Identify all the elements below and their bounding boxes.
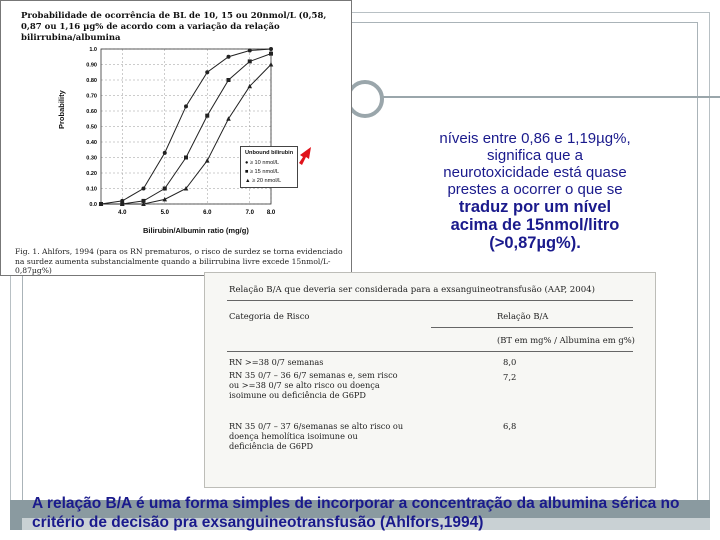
table-rule <box>227 351 633 352</box>
chart-x-tick-label: 6.0 <box>203 210 212 216</box>
legend-item-label: ≥ 15 nmol/L <box>249 169 280 175</box>
chart-y-tick-label: 0.20 <box>86 171 97 177</box>
data-point <box>184 104 188 108</box>
legend-item: ▲ ≥ 20 nmol/L <box>245 178 282 184</box>
table-rule <box>431 327 633 328</box>
data-point <box>227 78 231 82</box>
data-point <box>163 151 167 155</box>
side-text-line: prestes a ocorrer o que se <box>447 181 623 198</box>
chart-y-tick-label: 0.90 <box>86 62 97 69</box>
chart-x-tick-label: 4.0 <box>118 210 127 216</box>
footer-text: A relação B/A é uma forma simples de incorporar a concentração da albumina sérica no critério de decisão pra exsanguineotransfusão (Ahlfors,1994) <box>32 495 680 531</box>
data-point <box>205 158 210 163</box>
table-title: Relação B/A que deveria ser considerada para a exsanguineotransfusão (AAP, 2004) <box>229 285 596 295</box>
data-point <box>163 187 167 191</box>
chart-y-tick-label: 0.70 <box>86 93 97 100</box>
data-point <box>227 55 231 59</box>
chart-y-tick-label: 0.10 <box>86 186 97 193</box>
chart-y-tick-label: 1.0 <box>89 47 97 53</box>
table-row-label: RN 35 0/7 – 37 6/semanas se alto risco ou doença hemolítica isoimune ou deficiência de G6PD <box>229 421 404 451</box>
side-text <box>400 130 670 252</box>
legend-item: ■ ≥ 15 nmol/L <box>245 169 280 175</box>
table-row-label: RN >=38 0/7 semanas <box>229 357 324 367</box>
chart-y-axis-label: Probability <box>57 90 66 129</box>
table-col-header-category: Categoria de Risco <box>229 311 310 321</box>
legend-title: Unbound bilirubin <box>245 150 294 156</box>
chart-x-axis-label: Bilirubin/Albumin ratio (mg/g) <box>143 226 249 235</box>
chart-y-tick-label: 0.80 <box>86 78 97 84</box>
chart-y-tick-label: 0.60 <box>86 109 97 115</box>
data-point <box>162 197 167 202</box>
data-point <box>184 156 188 160</box>
chart-x-tick-label: 8.0 <box>266 210 276 216</box>
data-point <box>248 49 252 53</box>
data-point <box>269 52 273 56</box>
table-col-subheader: (BT em mg% / Albumina em g%) <box>497 335 635 345</box>
chart-y-tick-label: 0.40 <box>86 140 97 146</box>
figure-image <box>0 0 352 276</box>
chart-y-tick-label: 0.30 <box>86 155 97 162</box>
data-point <box>205 114 209 118</box>
table-col-header-ratio: Relação B/A <box>497 311 549 321</box>
figure-caption: Fig. 1. Ahlfors, 1994 (para os RN prematuros, o risco de surdez se torna evidenciado na surdez aumenta substancialmente quando a bilirrubina livre excede 15nmol/L-0,87µg%) <box>15 247 343 275</box>
table-row-label: RN 35 0/7 – 36 6/7 semanas e, sem risco ou >=38 0/7 se alto risco ou doença isoimune ou deficiência de G6PD <box>229 370 398 400</box>
ratio-table <box>204 272 656 488</box>
side-text-line: níveis entre 0,86 e 1,19µg%, <box>439 130 631 147</box>
chart-y-tick-label: 0.50 <box>86 124 97 131</box>
side-text-line: neurotoxicidade está quase <box>443 164 627 181</box>
red-arrow-icon <box>297 143 321 167</box>
legend-item: ● ≥ 10 nmol/L <box>245 160 280 166</box>
legend-item-label: ≥ 20 nmol/L <box>252 178 282 184</box>
data-point <box>248 59 252 63</box>
side-text-line: significa que a <box>487 147 583 164</box>
data-point <box>142 187 146 191</box>
chart-x-tick-label: 7.0 <box>245 210 254 216</box>
data-point <box>269 47 273 51</box>
side-text-line: (>0,87µg%). <box>489 234 581 252</box>
table-row-value: 8,0 <box>503 357 517 367</box>
data-point <box>205 70 209 74</box>
side-text-line: traduz por um nível <box>458 198 612 216</box>
chart-y-tick-label: 0.0 <box>89 202 97 208</box>
table-rule <box>227 300 633 301</box>
chart-x-tick-label: 5.0 <box>160 210 169 216</box>
table-row-value: 6,8 <box>503 421 517 431</box>
legend-item-label: ≥ 10 nmol/L <box>249 160 280 166</box>
probability-chart <box>61 41 281 226</box>
figure-header: Probabilidade de ocorrência de BL de 10, 15 ou 20nmol/L (0,58, 0,87 ou 1,16 µg% de acordo com a variação da relação bilirrubina/albumina <box>21 11 327 43</box>
side-text-line: acima de 15nmol/litro <box>450 216 620 234</box>
chart-legend <box>240 146 298 188</box>
table-row-value: 7,2 <box>503 372 517 382</box>
slide-divider-line <box>382 96 720 98</box>
